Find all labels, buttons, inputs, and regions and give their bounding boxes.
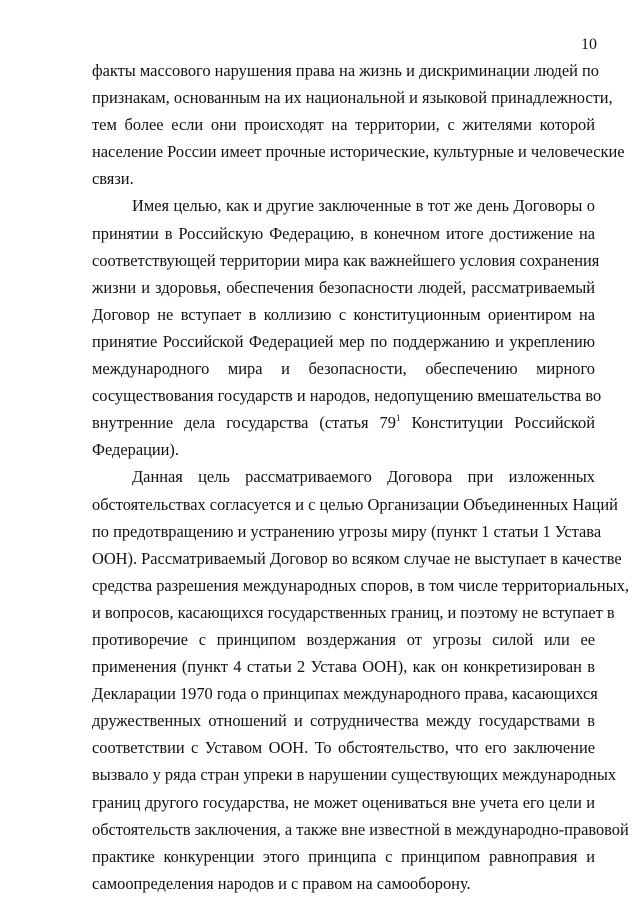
paragraph-3 (92, 463, 629, 897)
text-line: принятии в Российскую Федерацию, в конечном итоге достижение на (92, 223, 595, 243)
text-fragment: внутренние дела государства (статья 79 (92, 413, 396, 433)
text-line: сосуществования государств и народов, недопущению вмешательства во (92, 386, 602, 406)
text-line: соответствующей территории мира как важнейшего условия сохранения (92, 250, 600, 270)
text-line: вызвало у ряда стран упреки в нарушении существующих международных (92, 765, 617, 785)
text-line: признакам, основанным на их национальной и языковой принадлежности, (92, 88, 613, 108)
text-line: и вопросов, касающихся государственных границ, и поэтому не вступает в (92, 602, 615, 622)
text-line: обстоятельствах согласуется и с целью Организации Объединенных Наций (92, 494, 618, 514)
page-number: 10 (581, 36, 597, 53)
text-line: по предотвращению и устранению угрозы миру (пункт 1 статьи 1 Устава (92, 521, 602, 541)
text-line: принятие Российской Федерацией мер по поддержанию и укреплению (92, 331, 595, 351)
text-line: границ другого государства, не может оцениваться вне учета его цели и (92, 792, 595, 812)
text-line: соответствии с Уставом ООН. То обстоятельство, что его заключение (92, 738, 595, 758)
text-fragment: Конституции Российской (400, 413, 595, 433)
text-line: связи. (92, 169, 134, 189)
text-line: международного мира и безопасности, обеспечению мирного (92, 359, 595, 379)
text-line: обстоятельств заключения, а также вне известной в международно-правовой (92, 819, 629, 839)
body-text (92, 57, 629, 897)
text-line: факты массового нарушения права на жизнь и дискриминации людей по (92, 61, 599, 80)
text-line: Договор не вступает в коллизию с конституционным ориентиром на (92, 304, 595, 324)
text-line: практике конкуренции этого принципа с принципом равноправия и (92, 846, 595, 866)
text-line: Федерации). (92, 440, 179, 460)
text-line-with-footnote (92, 409, 595, 436)
text-line: средства разрешения международных споров, в том числе территориальных, (92, 575, 629, 595)
footnote-superscript: 1 (395, 413, 401, 424)
text-line: население России имеет прочные исторические, культурные и человеческие (92, 142, 625, 162)
text-line: жизни и здоровья, обеспечения безопасности людей, рассматриваемый (92, 277, 595, 297)
paragraph-1 (92, 57, 625, 192)
text-line: Данная цель рассматриваемого Договора при изложенных (132, 467, 595, 487)
text-line: самоопределения народов и с правом на самооборону. (92, 873, 471, 893)
text-line: тем более если они происходят на территории, с жителями которой (92, 115, 595, 135)
paragraph-2 (92, 192, 602, 463)
text-line: ООН). Рассматриваемый Договор во всяком случае не выступает в качестве (92, 548, 622, 568)
text-line: Декларации 1970 года о принципах международного права, касающихся (92, 684, 598, 704)
text-line: применения (пункт 4 статьи 2 Устава ООН), как он конкретизирован в (92, 657, 595, 677)
text-line: Имея целью, как и другие заключенные в тот же день Договоры о (132, 196, 595, 216)
text-line: противоречие с принципом воздержания от угрозы силой или ее (92, 629, 595, 649)
text-line: дружественных отношений и сотрудничества между государствами в (92, 711, 595, 731)
